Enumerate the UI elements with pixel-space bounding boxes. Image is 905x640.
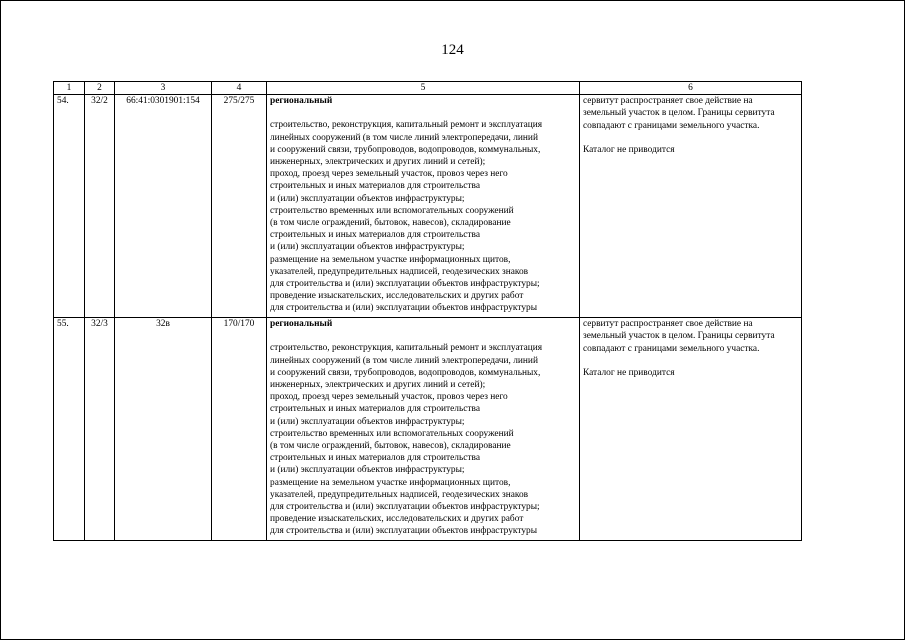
column-number: 4	[212, 82, 267, 95]
purpose-line: для строительства и (или) эксплуатации объектов инфраструктуры;	[270, 502, 540, 513]
purpose-line: указателей, предупредительных надписей, геодезических знаков	[270, 266, 529, 277]
table-row	[54, 95, 802, 318]
column-number: 6	[580, 82, 802, 95]
column-number: 2	[85, 82, 115, 95]
purpose-line: и сооружений связи, трубопроводов, водопроводов, коммунальных,	[270, 367, 541, 378]
note-line: сервитут распространяет свое действие на	[583, 96, 753, 107]
table-row	[54, 318, 802, 541]
purpose-cell	[267, 95, 580, 318]
purpose-line: проведение изыскательских, исследовательских и других работ	[270, 514, 524, 525]
purpose-line: строительных и иных материалов для строительства	[270, 230, 480, 241]
purpose-cell	[267, 318, 580, 541]
column-number-row	[54, 82, 802, 95]
purpose-line: для строительства и (или) эксплуатации объектов инфраструктуры	[270, 526, 538, 537]
notes-cell	[580, 95, 802, 318]
note-line: земельный участок в целом. Границы сервитута	[583, 108, 775, 119]
purpose-line: и (или) эксплуатации объектов инфраструктуры;	[270, 465, 465, 476]
area-value: 275/275	[212, 95, 267, 318]
purpose-line: инженерных, электрических и других линий и сетей);	[270, 157, 486, 168]
quarter-number: 32/2	[85, 95, 115, 318]
purpose-line: строительство, реконструкция, капитальный ремонт и эксплуатация	[270, 120, 543, 131]
page-number: 124	[441, 42, 464, 58]
column-number: 5	[267, 82, 580, 95]
row-number: 55.	[54, 318, 85, 541]
quarter-number: 32/3	[85, 318, 115, 541]
catalog-note: Каталог не приводится	[583, 367, 675, 378]
note-line: сервитут распространяет свое действие на	[583, 319, 753, 330]
note-line: совпадают с границами земельного участка.	[583, 120, 760, 131]
column-number: 3	[115, 82, 212, 95]
cadastral-number: 66:41:0301901:154	[115, 95, 212, 318]
servitude-level: региональный	[270, 96, 333, 107]
purpose-line: линейных сооружений (в том числе линий электропередачи, линий	[270, 132, 538, 143]
purpose-line: линейных сооружений (в том числе линий электропередачи, линий	[270, 355, 538, 366]
purpose-line: строительство временных или вспомогательных сооружений	[270, 205, 514, 216]
catalog-note: Каталог не приводится	[583, 144, 675, 155]
purpose-line: размещение на земельном участке информационных щитов,	[270, 477, 511, 488]
purpose-line: и (или) эксплуатации объектов инфраструктуры;	[270, 416, 465, 427]
purpose-line: для строительства и (или) эксплуатации объектов инфраструктуры;	[270, 279, 540, 290]
purpose-line: строительных и иных материалов для строительства	[270, 181, 480, 192]
purpose-line: проведение изыскательских, исследовательских и других работ	[270, 291, 524, 302]
purpose-line: строительных и иных материалов для строительства	[270, 404, 480, 415]
purpose-line: указателей, предупредительных надписей, геодезических знаков	[270, 489, 529, 500]
purpose-line: (в том числе ограждений, бытовок, навесов), складирование	[270, 218, 511, 229]
note-line: совпадают с границами земельного участка.	[583, 343, 760, 354]
notes-cell	[580, 318, 802, 541]
purpose-line: и (или) эксплуатации объектов инфраструктуры;	[270, 193, 465, 204]
servitude-level: региональный	[270, 319, 333, 330]
purpose-line: для строительства и (или) эксплуатации объектов инфраструктуры	[270, 303, 538, 314]
cadastral-number: 32в	[115, 318, 212, 541]
column-number: 1	[54, 82, 85, 95]
note-line: земельный участок в целом. Границы сервитута	[583, 331, 775, 342]
purpose-line: строительство, реконструкция, капитальный ремонт и эксплуатация	[270, 343, 543, 354]
purpose-line: и (или) эксплуатации объектов инфраструктуры;	[270, 242, 465, 253]
servitude-table	[53, 81, 802, 541]
purpose-line: (в том числе ограждений, бытовок, навесов), складирование	[270, 441, 511, 452]
purpose-line: строительных и иных материалов для строительства	[270, 453, 480, 464]
purpose-line: размещение на земельном участке информационных щитов,	[270, 254, 511, 265]
purpose-line: проход, проезд через земельный участок, провоз через него	[270, 169, 508, 180]
area-value: 170/170	[212, 318, 267, 541]
purpose-line: и сооружений связи, трубопроводов, водопроводов, коммунальных,	[270, 144, 541, 155]
purpose-line: строительство временных или вспомогательных сооружений	[270, 428, 514, 439]
row-number: 54.	[54, 95, 85, 318]
purpose-line: инженерных, электрических и других линий и сетей);	[270, 380, 486, 391]
purpose-line: проход, проезд через земельный участок, провоз через него	[270, 392, 508, 403]
